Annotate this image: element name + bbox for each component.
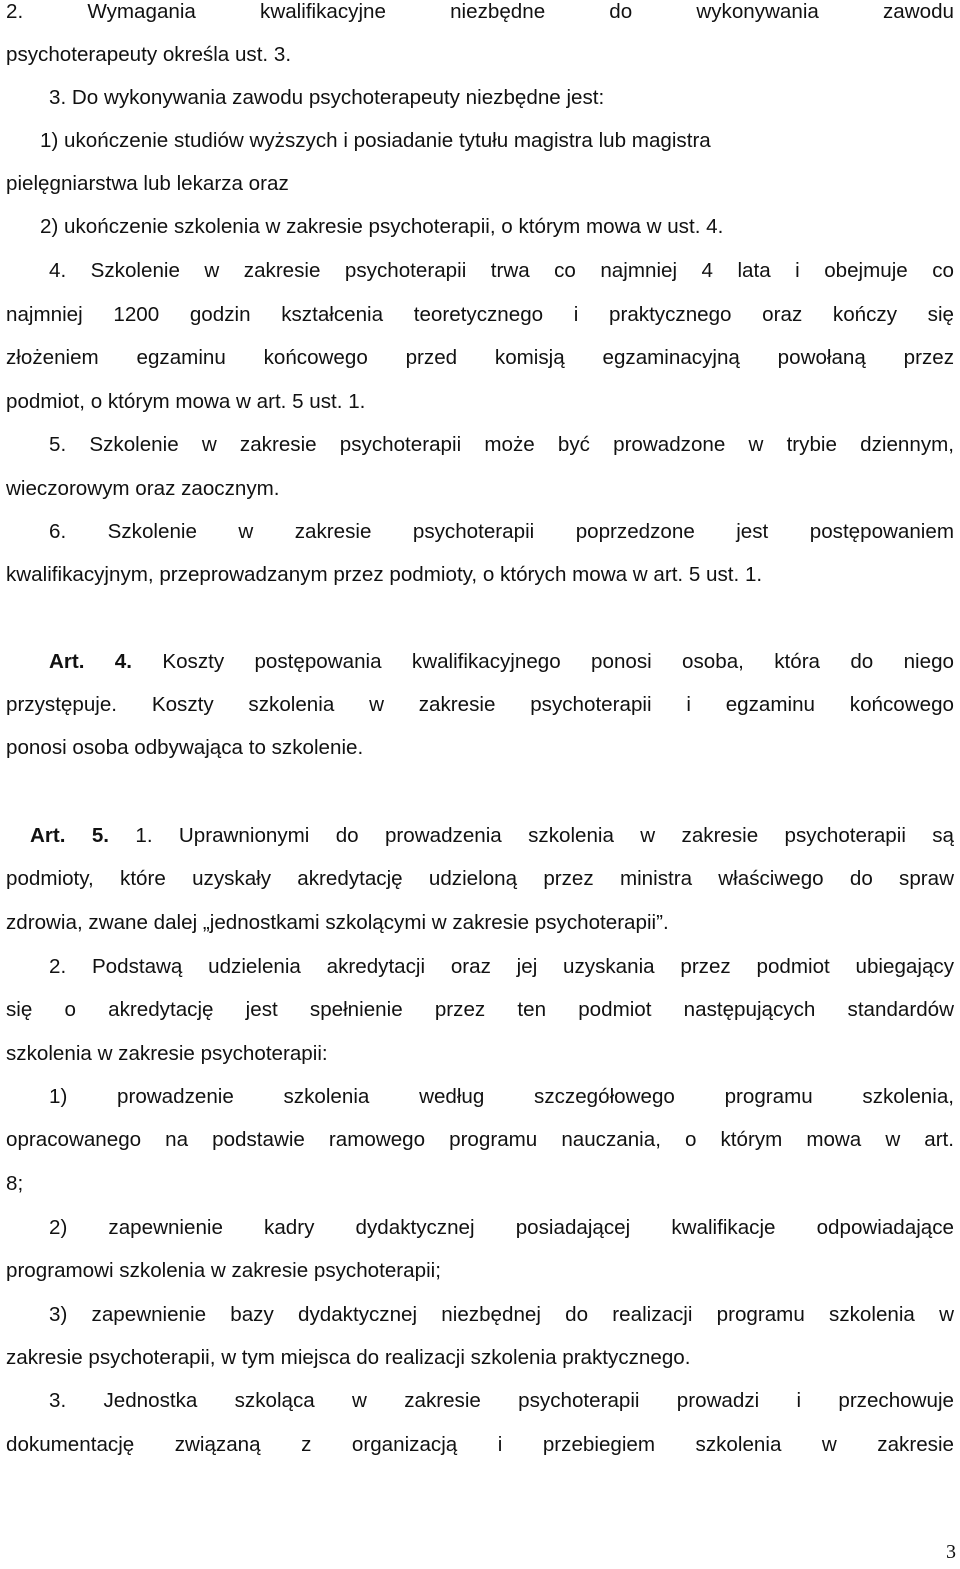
text-line: 5. Szkolenie w zakresie psychoterapii może być prowadzone w trybie dziennym,: [49, 433, 954, 456]
text-line: 2. Podstawą udzielenia akredytacji oraz jej uzyskania przez podmiot ubiegający: [49, 955, 954, 978]
text-line: 1) prowadzenie szkolenia według szczegółowego programu szkolenia,: [49, 1085, 954, 1108]
text-line: wieczorowym oraz zaocznym.: [6, 477, 280, 500]
text-span: Koszty postępowania kwalifikacyjnego ponosi osoba, która do niego: [162, 650, 954, 673]
article-4-label: Art. 4.: [49, 650, 132, 673]
text-line: 2) zapewnienie kadry dydaktycznej posiadającej kwalifikacje odpowiadające: [49, 1216, 954, 1239]
text-line: 2) ukończenie szkolenia w zakresie psychoterapii, o którym mowa w ust. 4.: [40, 215, 724, 238]
article-5-first-line: [30, 821, 954, 851]
text-line: 3. Jednostka szkoląca w zakresie psychoterapii prowadzi i przechowuje: [49, 1389, 954, 1412]
text-line: 3) zapewnienie bazy dydaktycznej niezbędnej do realizacji programu szkolenia w: [49, 1303, 954, 1326]
text-line: zakresie psychoterapii, w tym miejsca do realizacji szkolenia praktycznego.: [6, 1346, 691, 1369]
page-number: 3: [946, 1541, 956, 1563]
text-line: 2. Wymagania kwalifikacyjne niezbędne do wykonywania zawodu: [6, 0, 954, 23]
text-line: 4. Szkolenie w zakresie psychoterapii trwa co najmniej 4 lata i obejmuje co: [49, 259, 954, 282]
text-line: programowi szkolenia w zakresie psychoterapii;: [6, 1259, 441, 1282]
text-line: złożeniem egzaminu końcowego przed komisją egzaminacyjną powołaną przez: [6, 346, 954, 369]
text-line: 8;: [6, 1172, 24, 1195]
text-line: dokumentację związaną z organizacją i przebiegiem szkolenia w zakresie: [6, 1433, 954, 1456]
text-line: psychoterapeuty określa ust. 3.: [6, 43, 292, 66]
text-line: opracowanego na podstawie ramowego programu nauczania, o którym mowa w art.: [6, 1128, 954, 1151]
text-line: 1) ukończenie studiów wyższych i posiadanie tytułu magistra lub magistra: [40, 129, 711, 152]
text-line: 6. Szkolenie w zakresie psychoterapii poprzedzone jest postępowaniem: [49, 520, 954, 543]
text-line: podmioty, które uzyskały akredytację udzieloną przez ministra właściwego do spraw: [6, 867, 954, 890]
text-line: przystępuje. Koszty szkolenia w zakresie psychoterapii i egzaminu końcowego: [6, 693, 954, 716]
text-span: Uprawnionymi do prowadzenia szkolenia w zakresie psychoterapii są: [178, 824, 954, 847]
article-4-first-line: [49, 647, 954, 677]
paragraph-number: 1.: [135, 824, 153, 847]
text-line: szkolenia w zakresie psychoterapii:: [6, 1042, 328, 1065]
text-line: pielęgniarstwa lub lekarza oraz: [6, 172, 289, 195]
text-line: ponosi osoba odbywająca to szkolenie.: [6, 736, 364, 759]
article-5-label: Art. 5.: [30, 824, 109, 847]
text-line: 3. Do wykonywania zawodu psychoterapeuty niezbędne jest:: [49, 86, 605, 109]
text-line: podmiot, o którym mowa w art. 5 ust. 1.: [6, 390, 366, 413]
text-line: się o akredytację jest spełnienie przez ten podmiot następujących standardów: [6, 998, 954, 1021]
text-line: zdrowia, zwane dalej „jednostkami szkolącymi w zakresie psychoterapii”.: [6, 911, 669, 934]
text-line: kwalifikacyjnym, przeprowadzanym przez podmioty, o których mowa w art. 5 ust. 1.: [6, 563, 763, 586]
text-line: najmniej 1200 godzin kształcenia teoretycznego i praktycznego oraz kończy się: [6, 303, 954, 326]
